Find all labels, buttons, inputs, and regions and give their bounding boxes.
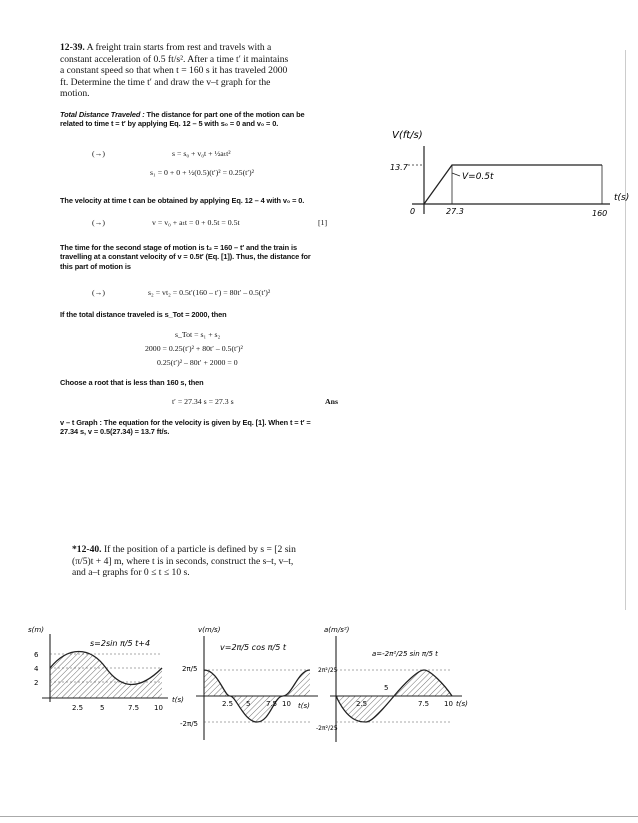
solution-intro-text: The distance for part one of the motion can be related to time t = t′ by applying Eq. 12 – 5 with s₀ = 0 and v₀ = 0. [60, 110, 305, 129]
equation-s1: s₁ = 0 + 0 + ½(0.5)(t′)² = 0.25(t′)² [150, 168, 254, 177]
vt-t2-label: 160 [592, 209, 608, 218]
vt40-x-tick-2: 5 [246, 700, 251, 708]
vt40-axis-label: v(m/s) [198, 626, 221, 634]
root-text: Choose a root that is less than 160 s, then [60, 378, 204, 387]
arrow-label-3: (→) [92, 288, 105, 297]
at-x-tick-4: 10 [444, 700, 453, 708]
st-t-label: t(s) [172, 696, 184, 704]
answer-label: Ans [325, 397, 339, 406]
at-x-tick-1: 2.5 [356, 700, 368, 708]
arrow-label-2: (→) [92, 218, 105, 227]
solution-heading: Total Distance Traveled : [60, 110, 145, 119]
vt40-equation: v=2π/5 cos π/5 t [220, 643, 286, 652]
vt-y-axis-label: V(ft/s) [392, 130, 423, 141]
vt-origin-label: 0 [410, 207, 416, 216]
vt40-tick-min: -2π/5 [180, 720, 199, 728]
at-x-tick-3: 7.5 [418, 700, 430, 708]
st-x-tick-4: 10 [154, 704, 163, 712]
st-x-tick-3: 7.5 [128, 704, 140, 712]
st-tick-2: 2 [34, 679, 39, 687]
at-equation: a=-2π²/25 sin π/5 t [372, 650, 438, 658]
equation-2000: 2000 = 0.25(t′)² + 80t′ – 0.5(t′)² [145, 344, 243, 353]
problem-12-40 [72, 544, 308, 579]
st-x-tick-1: 2.5 [72, 704, 84, 712]
scan-edge-line [0, 816, 638, 817]
equation-s2: s₂ = vt₂ = 0.5t′(160 – t′) = 80t′ – 0.5(t′)² [148, 288, 271, 297]
st-sketch [28, 618, 198, 728]
vt40-tick-max: 2π/5 [182, 665, 198, 673]
vt-curve [424, 165, 602, 204]
vt40-t-label: t(s) [298, 702, 310, 710]
solution-intro [60, 110, 322, 129]
problem-12-39 [60, 42, 292, 100]
vt40-x-tick-3: 7.5 [266, 700, 278, 708]
vt-x-axis-label: t(s) [614, 193, 630, 203]
second-stage-text: The time for the second stage of motion is t₂ = 160 – t′ and the train is travelling at a constant velocity of v = 0.5t′ (Eq. [1]). Thus, the distance for this part of motion is [60, 243, 311, 271]
problem-number: 12-39. [60, 42, 85, 53]
equation-t-prime: t′ = 27.34 s = 27.3 s [172, 397, 234, 406]
st-equation: s=2sin π/5 t+4 [90, 639, 151, 648]
arrow-label-1: (→) [92, 149, 105, 158]
vt40-x-tick-1: 2.5 [222, 700, 234, 708]
equation-stot: s_Tot = s₁ + s₂ [175, 330, 221, 339]
vt-sketch-40 [178, 618, 328, 748]
st-tick-6: 6 [34, 651, 39, 659]
equation-s: s = s₀ + v₀t + ½aₜt² [172, 149, 231, 158]
equation-tag: [1] [318, 218, 328, 227]
velocity-text: The velocity at time t can be obtained by applying Eq. 12 – 4 with v₀ = 0. [60, 196, 305, 205]
at-sketch [316, 618, 480, 748]
problem-text: If the position of a particle is defined by s = [2 sin (π/5)t + 4] m, where t is in seconds, construct the s–t, v–t, and a–t graphs for 0 ≤ t ≤ 10 s. [72, 544, 296, 579]
problem-number: *12-40. [72, 544, 102, 555]
vt40-x-tick-4: 10 [282, 700, 291, 708]
vt-sketch [388, 118, 630, 230]
equation-v: v = v₀ + aₜt = 0 + 0.5t = 0.5t [152, 218, 240, 227]
at-tick-max: 2π²/25 [318, 667, 338, 674]
st-axis-label: s(m) [28, 626, 44, 634]
st-tick-4: 4 [34, 665, 39, 673]
vt-v-tick-label: 13.7 [390, 163, 408, 172]
at-tick-min: -2π²/25 [316, 725, 338, 732]
vt-t1-label: 27.3 [446, 207, 464, 216]
at-x-tick-2: 5 [384, 684, 389, 692]
vt-graph-text: v – t Graph : The equation for the velocity is given by Eq. [1]. When t = t′ = 27.34 s, v = 0.5(27.34) = 13.7 ft/s. [60, 418, 311, 437]
vt-equation-label: V=0.5t [462, 172, 494, 182]
total-text: If the total distance traveled is s_Tot = 2000, then [60, 310, 227, 319]
problem-text: A freight train starts from rest and travels with a constant acceleration of 0.5 ft/s². After a time t′ it maintains a constant speed so that when t = 160 s it has traveled 2000 ft. Determine the time t′ and draw the v–t graph for the motion. [60, 42, 289, 100]
equation-quadratic: 0.25(t′)² – 80t′ + 2000 = 0 [157, 358, 238, 367]
at-axis-label: a(m/s²) [324, 626, 350, 634]
st-x-tick-2: 5 [100, 704, 105, 712]
at-t-label: t(s) [456, 700, 468, 708]
